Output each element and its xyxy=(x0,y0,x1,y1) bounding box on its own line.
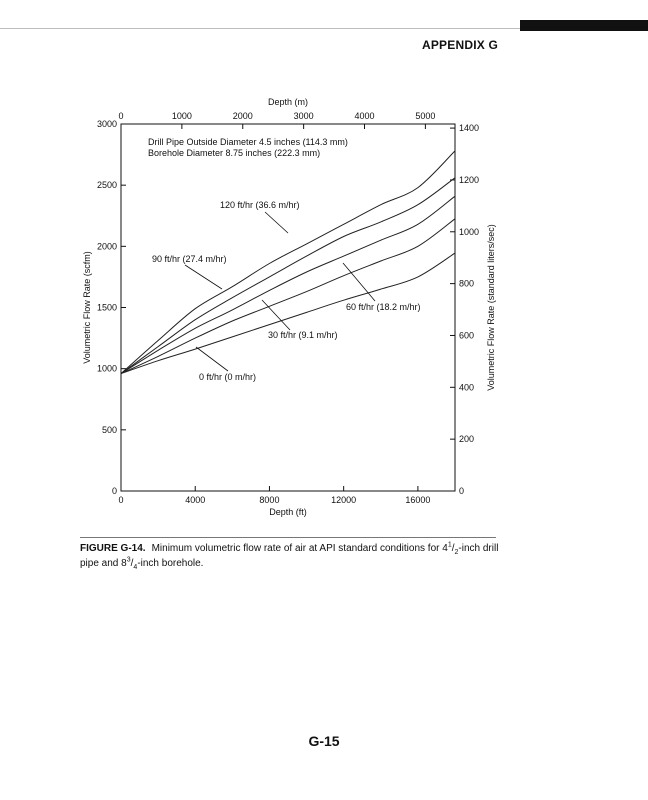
secondary-y-tick-label: 1000 xyxy=(459,226,480,237)
y-tick-label: 2500 xyxy=(96,180,117,191)
x-tick-label: 8000 xyxy=(259,495,280,505)
series-label-1: 30 ft/hr (9.1 m/hr) xyxy=(268,330,338,340)
x-tick-label: 0 xyxy=(118,495,124,505)
secondary-y-tick-label: 600 xyxy=(459,330,475,341)
caption-frac1-den: 2 xyxy=(454,549,459,556)
series-line-2 xyxy=(121,196,455,373)
figure-label: FIGURE G-14. xyxy=(80,543,146,554)
secondary-x-axis-label: Depth (m) xyxy=(267,97,309,107)
secondary-y-tick-label: 800 xyxy=(459,278,475,289)
x-tick-label: 16000 xyxy=(405,495,431,505)
caption-frac1-num: 1 xyxy=(447,541,452,549)
series-label-2: 60 ft/hr (18.2 m/hr) xyxy=(346,302,421,312)
secondary-x-tick-label: 2000 xyxy=(232,111,253,121)
y-tick-label: 2000 xyxy=(96,241,117,252)
series-leader-4 xyxy=(265,212,288,233)
secondary-x-tick-label: 1000 xyxy=(171,111,192,121)
caption-frac2-den: 4 xyxy=(133,564,138,571)
series-line-1 xyxy=(121,219,455,374)
chart-annotation: Borehole Diameter 8.75 inches (222.3 mm) xyxy=(148,148,321,158)
y-tick-label: 1500 xyxy=(96,302,117,313)
secondary-x-tick-label: 4000 xyxy=(354,111,375,121)
figure-caption: FIGURE G-14. Minimum volumetric flow rate of air at API standard conditions for $4^1/_2$-inch drill pipe and $8^3/_4$-inch borehole. xyxy=(80,541,499,571)
y-tick-label: 500 xyxy=(101,424,117,435)
secondary-y-tick-label: 400 xyxy=(459,382,475,393)
secondary-y-axis-label: Volumetric Flow Rate (standard liters/sec) xyxy=(486,224,496,391)
caption-text-3: -inch borehole. xyxy=(137,558,204,569)
secondary-y-tick-label: 1200 xyxy=(459,174,480,185)
caption-rule xyxy=(80,537,496,538)
series-leader-0 xyxy=(196,347,228,371)
chart-annotation: Drill Pipe Outside Diameter 4.5 inches (114.3 mm) xyxy=(148,137,348,147)
secondary-y-tick-label: 1400 xyxy=(459,123,480,134)
caption-frac2-num: 3 xyxy=(126,556,131,564)
secondary-y-tick-label: 200 xyxy=(459,434,475,445)
y-axis-label: Volumetric Flow Rate (scfm) xyxy=(82,251,92,364)
caption-text-2: -inch drill pipe and 8 xyxy=(80,543,499,569)
section-header: APPENDIX G xyxy=(421,38,498,52)
x-tick-label: 4000 xyxy=(185,495,206,505)
x-tick-label: 12000 xyxy=(331,495,357,505)
series-label-3: 90 ft/hr (27.4 m/hr) xyxy=(152,254,227,264)
series-label-0: 0 ft/hr (0 m/hr) xyxy=(199,372,257,382)
y-tick-label: 0 xyxy=(111,486,117,496)
page-number: G-15 xyxy=(308,733,340,749)
secondary-x-tick-label: 5000 xyxy=(415,111,436,121)
series-line-0 xyxy=(121,253,455,374)
y-tick-label: 1000 xyxy=(96,363,117,374)
series-leader-3 xyxy=(185,265,222,289)
y-tick-label: 3000 xyxy=(96,119,117,129)
caption-text-1: Minimum volumetric flow rate of air at API standard conditions for 4 xyxy=(151,543,448,554)
secondary-y-tick-label: 0 xyxy=(459,486,465,496)
secondary-x-tick-label: 0 xyxy=(118,111,124,121)
series-label-4: 120 ft/hr (36.6 m/hr) xyxy=(220,200,300,210)
secondary-x-tick-label: 3000 xyxy=(293,111,314,121)
x-axis-label: Depth (ft) xyxy=(269,507,307,517)
